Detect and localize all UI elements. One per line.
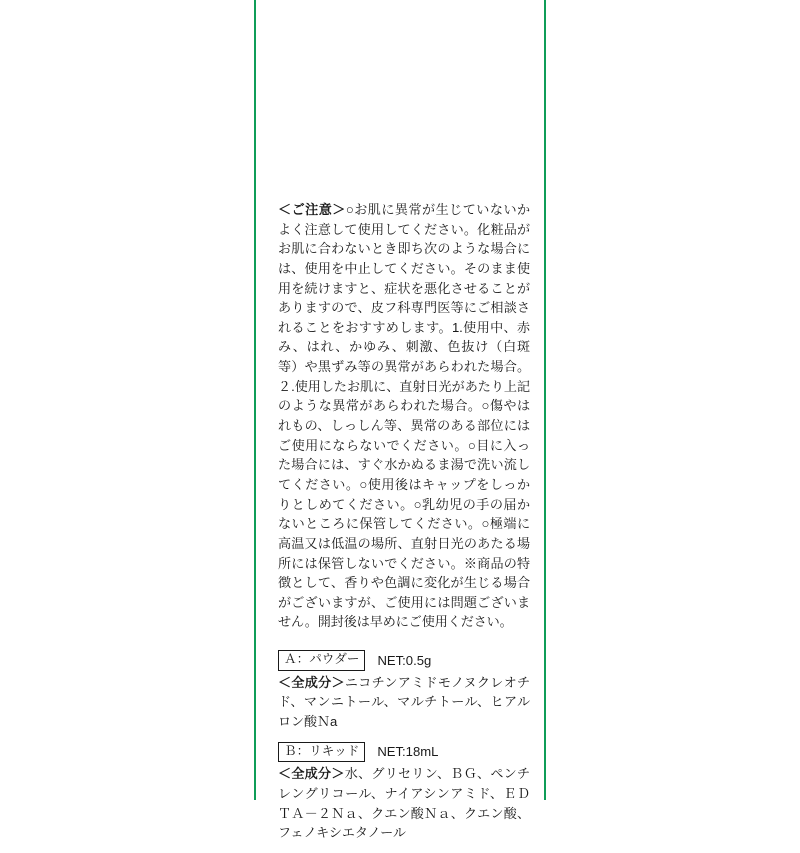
caution-heading: ＜ご注意＞: [278, 202, 346, 217]
package-panel: [254, 0, 546, 841]
component-label-a: Ａ：パウダー: [278, 650, 365, 671]
net-weight-b: NET:18mL: [377, 744, 439, 760]
spec-block-b: [278, 742, 530, 843]
caution-body: ○お肌に異常が生じていないかよく注意して使用してください。化粧品がお肌に合わないとき即ち次のような場合には、使用を中止してください。そのまま使用を続けますと、症状を悪化させることがありますので、皮フ科専門医等にご相談されることをおすすめします。1.使用中、赤み、はれ、かゆみ、刺激、色抜け（白斑等）や黒ずみ等の異常があらわれた場合。２.使用したお肌に、直射日光があたり上記のような異常があらわれた場合。○傷やはれもの、しっしん等、異常のある部位にはご使用にならないでください。○目に入った場合には、すぐ水かぬるま湯で洗い流してください。○使用後はキャップをしっかりとしめてください。○乳幼児の手の届かないところに保管してください。○極端に高温又は低温の場所、直射日光のあたる場所には保管しないでください。※商品の特徴として、香りや色調に変化が生じる場合がございますが、ご使用には問題ございません。開封後は早めにご使用ください。: [278, 202, 531, 630]
package-text-area: [278, 200, 530, 853]
ingredients-list-a: ニコチンアミドモノヌクレオチド、マンニトール、マルチトール、ヒアルロン酸Ｎa: [278, 674, 530, 730]
net-weight-a: NET:0.5g: [377, 652, 432, 668]
ingredients-heading-b: ＜全成分＞: [278, 766, 345, 782]
spec-block-a: [278, 650, 530, 732]
component-label-b: Ｂ：リキッド: [278, 742, 365, 763]
ingredients-heading-a: ＜全成分＞: [278, 674, 345, 690]
spec-row-a: [278, 650, 530, 671]
spec-row-b: [278, 742, 530, 763]
ingredients-a: [278, 673, 530, 732]
ingredients-b: [278, 764, 530, 843]
ingredients-list-b: 水、グリセリン、ＢＧ、ペンチレングリコール、ナイアシンアミド、ＥＤＴＡ－２Ｎａ、クエン酸Ｎａ、クエン酸、フェノキシエタノール: [278, 766, 531, 841]
caution-paragraph: [278, 200, 530, 632]
